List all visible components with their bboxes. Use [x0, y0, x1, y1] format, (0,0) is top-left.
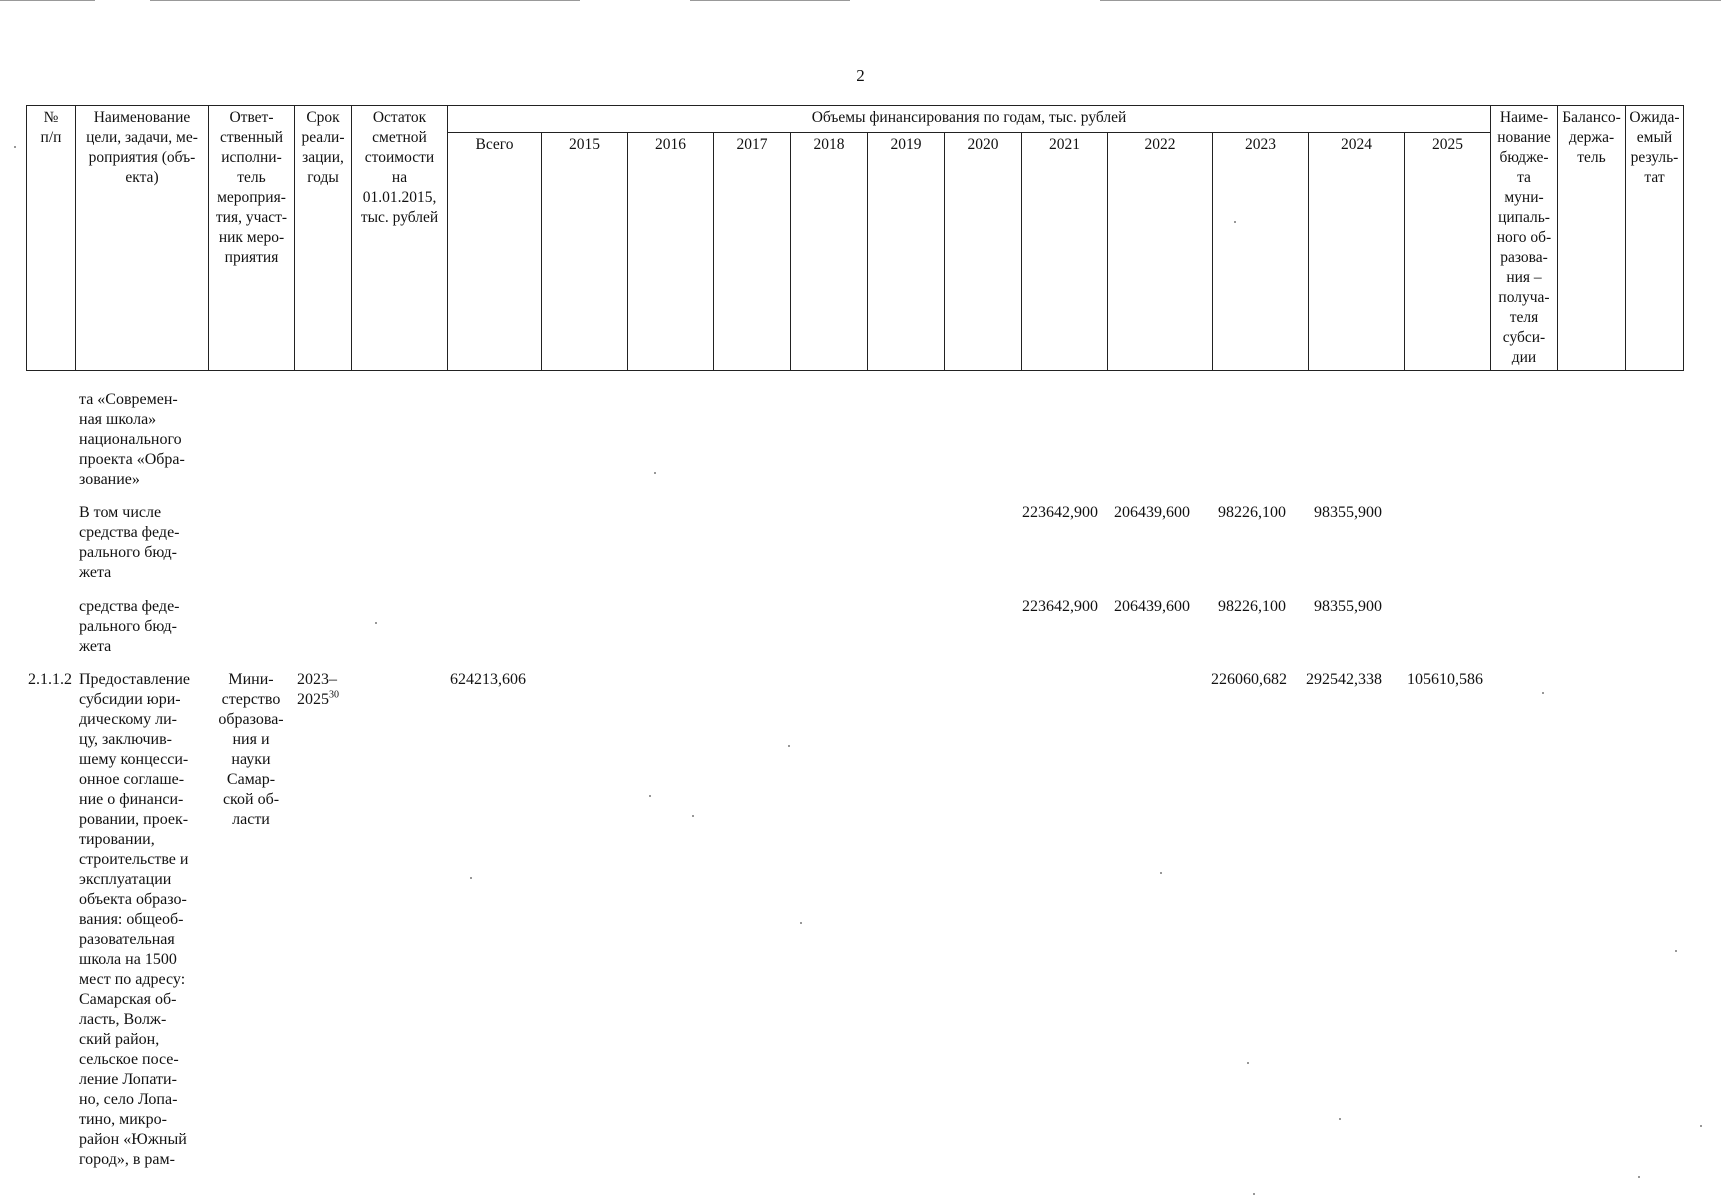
row-name: Предоставление субсидии юри- дическому ли- цу, заключив- шему концесси- онное соглаше- ние о финанси- ровании, проек- тировании, строительстве и эксплуатации объекта образо- вания: общеоб- разовательная школа на 1500 мест по адресу: Самарская об- ласть, Волж- ский район, сельское посе- ление Лопати- но, село Лопа- тино, микро- район «Южный город», в рам-: [79, 671, 191, 1168]
row-value-2021: 223642,900: [1022, 504, 1098, 521]
header-year-2023: 2023: [1213, 133, 1309, 371]
header-year-2017: 2017: [714, 133, 791, 371]
header-col-executor: Ответ- ственный исполни- тель мероприя- тия, участ- ник меро- приятия: [209, 106, 295, 371]
row-value-2024: 98355,900: [1314, 598, 1382, 615]
page-number: 2: [856, 66, 865, 85]
header-year-2024: 2024: [1309, 133, 1405, 371]
row-value-2024: 292542,338: [1306, 671, 1382, 688]
row-value-2024: 98355,900: [1314, 504, 1382, 521]
row-name: В том числе средства феде- рального бюд- жета: [79, 504, 180, 581]
table-header: [26, 105, 1684, 371]
row-term: [297, 670, 339, 710]
row-name: та «Современ- ная школа» национального проекта «Обра- зование»: [79, 391, 185, 488]
row-number: 2.1.1.2: [28, 671, 72, 688]
row-value-2025: 105610,586: [1407, 671, 1483, 688]
row-value-2023: 98226,100: [1218, 504, 1286, 521]
header-col-total: Всего: [448, 133, 542, 371]
header-year-2018: 2018: [791, 133, 868, 371]
header-year-2025: 2025: [1405, 133, 1491, 371]
row-value-2022: 206439,600: [1114, 504, 1190, 521]
header-col-term: Срок реали- зации, годы: [295, 106, 352, 371]
header-col-result: Ожида- емый резуль- тат: [1626, 106, 1684, 371]
row-executor: Мини- стерство образова- ния и науки Самар- ской об- ласти: [218, 671, 284, 828]
row-value-2023: 226060,682: [1211, 671, 1287, 688]
header-col-holder: Балансо- держа- тель: [1558, 106, 1626, 371]
term-footnote: 30: [329, 689, 339, 701]
header-year-2019: 2019: [868, 133, 945, 371]
row-total: 624213,606: [450, 671, 526, 688]
header-col-funding: Объемы финансирования по годам, тыс. рублей: [448, 106, 1491, 133]
header-year-2020: 2020: [945, 133, 1022, 371]
header-year-2021: 2021: [1022, 133, 1108, 371]
header-col-name: Наименование цели, задачи, ме- роприятия (объ- екта): [76, 106, 209, 371]
header-year-2022: 2022: [1108, 133, 1213, 371]
header-col-budget: Наиме- нование бюдже- та муни- ципаль- ного об- разова- ния – получа- теля субси- дии: [1491, 106, 1558, 371]
row-value-2023: 98226,100: [1218, 598, 1286, 615]
row-term-text: 2023– 2025: [297, 671, 337, 708]
row-value-2021: 223642,900: [1022, 598, 1098, 615]
header-col-remainder: Остаток сметной стоимости на 01.01.2015, тыс. рублей: [352, 106, 448, 371]
header-year-2015: 2015: [542, 133, 628, 371]
header-year-2016: 2016: [628, 133, 714, 371]
row-value-2022: 206439,600: [1114, 598, 1190, 615]
row-name: средства феде- рального бюд- жета: [79, 598, 180, 655]
header-col-number: № п/п: [27, 106, 76, 371]
